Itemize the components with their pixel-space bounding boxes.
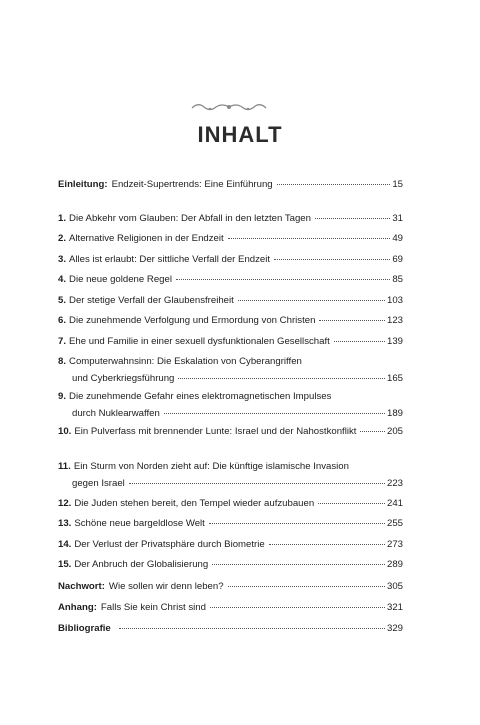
toc-entry-line bbox=[58, 423, 403, 440]
toc-entry[interactable] bbox=[58, 495, 403, 512]
dot-leader bbox=[164, 412, 385, 414]
toc-entry[interactable] bbox=[58, 353, 403, 387]
dot-leader bbox=[212, 563, 385, 565]
toc-entry-line bbox=[58, 536, 403, 553]
section-label: Einleitung: bbox=[58, 179, 108, 190]
entry-title: Die Abkehr vom Glauben: Der Abfall in den letzten Tagen bbox=[69, 213, 311, 224]
toc-entry[interactable] bbox=[58, 292, 403, 309]
dot-leader bbox=[209, 522, 385, 524]
dot-leader bbox=[228, 585, 385, 587]
chapter-number: 13. bbox=[58, 518, 72, 529]
toc-entry-line bbox=[58, 556, 403, 573]
entry-title: Ein Pulverfass mit brennender Lunte: Israel und der Nahostkonflikt bbox=[74, 426, 357, 437]
page-number: 165 bbox=[386, 373, 403, 384]
chapter-number: 14. bbox=[58, 539, 72, 550]
page-number: 223 bbox=[386, 478, 403, 489]
toc-entry-line bbox=[58, 271, 403, 288]
chapter-number: 9. bbox=[58, 391, 67, 402]
toc-entry[interactable] bbox=[58, 230, 403, 247]
chapter-number: 3. bbox=[58, 254, 67, 265]
chapter-number: 15. bbox=[58, 559, 72, 570]
toc-entry-line bbox=[58, 495, 403, 512]
toc-entry-line bbox=[58, 405, 403, 422]
entry-title: durch Nuklearwaffen bbox=[72, 408, 160, 419]
entry-title: Die zunehmende Verfolgung und Ermordung von Christen bbox=[69, 315, 316, 326]
toc-entry-line bbox=[58, 458, 403, 475]
toc-entry[interactable] bbox=[58, 536, 403, 553]
chapter-number: 7. bbox=[58, 336, 67, 347]
page-number: 255 bbox=[386, 518, 403, 529]
toc-entry-line bbox=[58, 176, 403, 193]
page-number: 15 bbox=[392, 179, 403, 190]
page-number: 49 bbox=[392, 233, 403, 244]
toc-entry-line bbox=[58, 599, 403, 616]
toc-entry[interactable] bbox=[58, 176, 403, 193]
toc-entry[interactable] bbox=[58, 423, 403, 440]
toc-entry-line bbox=[58, 333, 403, 350]
chapter-number: 5. bbox=[58, 295, 67, 306]
entry-title: Ein Sturm von Norden zieht auf: Die künftige islamische Invasion bbox=[73, 461, 349, 472]
toc-entry[interactable] bbox=[58, 515, 403, 532]
entry-title: Die Juden stehen bereit, den Tempel wieder aufzubauen bbox=[74, 498, 315, 509]
entry-title: Alles ist erlaubt: Der sittliche Verfall der Endzeit bbox=[69, 254, 271, 265]
page-number: 189 bbox=[386, 408, 403, 419]
entry-title: Computerwahnsinn: Die Eskalation von Cyberangriffen bbox=[69, 356, 302, 367]
chapter-number: 4. bbox=[58, 274, 67, 285]
page-number: 69 bbox=[392, 254, 403, 265]
dot-leader bbox=[315, 217, 390, 219]
entry-title: Der stetige Verfall der Glaubensfreiheit bbox=[69, 295, 234, 306]
dot-leader bbox=[277, 183, 391, 185]
chapter-number: 12. bbox=[58, 498, 72, 509]
toc-entry[interactable] bbox=[58, 620, 403, 637]
page-number: 241 bbox=[386, 498, 403, 509]
chapter-number: 2. bbox=[58, 233, 67, 244]
toc-entry[interactable] bbox=[58, 388, 403, 422]
entry-title: Ehe und Familie in einer sexuell dysfunktionalen Gesellschaft bbox=[69, 336, 330, 347]
page-number: 103 bbox=[386, 295, 403, 306]
toc-entry[interactable] bbox=[58, 556, 403, 573]
entry-title: Schöne neue bargeldlose Welt bbox=[74, 518, 205, 529]
toc-entry[interactable] bbox=[58, 271, 403, 288]
toc-entry-line bbox=[58, 210, 403, 227]
page-title: INHALT bbox=[197, 122, 283, 147]
page-number: 205 bbox=[386, 426, 403, 437]
dot-leader bbox=[129, 482, 385, 484]
page-number: 321 bbox=[386, 602, 403, 613]
page-number: 305 bbox=[386, 581, 403, 592]
entry-title: Der Verlust der Privatsphäre durch Biometrie bbox=[74, 539, 265, 550]
chapter-number: 6. bbox=[58, 315, 67, 326]
toc-entry[interactable] bbox=[58, 599, 403, 616]
chapter-number: 1. bbox=[58, 213, 67, 224]
dot-leader bbox=[238, 299, 385, 301]
chapter-number: 11. bbox=[58, 461, 71, 472]
entry-title: Alternative Religionen in der Endzeit bbox=[69, 233, 224, 244]
toc-entry-line bbox=[58, 578, 403, 595]
dot-leader bbox=[269, 543, 385, 545]
dot-leader bbox=[334, 340, 385, 342]
toc-entry-line bbox=[58, 251, 403, 268]
toc-entry-line bbox=[58, 292, 403, 309]
page-number: 123 bbox=[386, 315, 403, 326]
toc-entry-line bbox=[58, 388, 403, 405]
toc-entry[interactable] bbox=[58, 251, 403, 268]
ornament-icon bbox=[190, 100, 268, 114]
toc-entry-line bbox=[58, 230, 403, 247]
page-number: 289 bbox=[386, 559, 403, 570]
dot-leader bbox=[319, 319, 385, 321]
toc-entry[interactable] bbox=[58, 333, 403, 350]
dot-leader bbox=[318, 502, 385, 504]
dot-leader bbox=[274, 258, 390, 260]
entry-title: Die neue goldene Regel bbox=[69, 274, 172, 285]
entry-title: gegen Israel bbox=[72, 478, 125, 489]
dot-leader bbox=[228, 237, 391, 239]
entry-title: Falls Sie kein Christ sind bbox=[100, 602, 206, 613]
toc-entry-line bbox=[58, 475, 403, 492]
toc-entry[interactable] bbox=[58, 312, 403, 329]
toc-entry-line bbox=[58, 620, 403, 637]
section-label: Bibliografie bbox=[58, 623, 111, 634]
page-number: 85 bbox=[392, 274, 403, 285]
dot-leader bbox=[176, 278, 390, 280]
toc-entry-line bbox=[58, 312, 403, 329]
entry-title: Wie sollen wir denn leben? bbox=[108, 581, 224, 592]
page-number: 139 bbox=[386, 336, 403, 347]
page-number: 273 bbox=[386, 539, 403, 550]
dot-leader bbox=[119, 627, 385, 629]
toc-entry[interactable] bbox=[58, 458, 403, 492]
dot-leader bbox=[210, 606, 385, 608]
page-number: 329 bbox=[386, 623, 403, 634]
dot-leader bbox=[360, 430, 385, 432]
chapter-number: 8. bbox=[58, 356, 67, 367]
section-label: Nachwort: bbox=[58, 581, 105, 592]
entry-title: Die zunehmende Gefahr eines elektromagnetischen Impulses bbox=[69, 391, 332, 402]
toc-entry-line bbox=[58, 370, 403, 387]
entry-title: und Cyberkriegsführung bbox=[72, 373, 175, 384]
section-label: Anhang: bbox=[58, 602, 97, 613]
toc-entry-line bbox=[58, 515, 403, 532]
toc-entry-line bbox=[58, 353, 403, 370]
dot-leader bbox=[178, 377, 385, 379]
toc-entry[interactable] bbox=[58, 210, 403, 227]
entry-title: Der Anbruch der Globalisierung bbox=[74, 559, 209, 570]
chapter-number: 10. bbox=[58, 426, 72, 437]
entry-title: Endzeit-Supertrends: Eine Einführung bbox=[111, 179, 273, 190]
toc-entry[interactable] bbox=[58, 578, 403, 595]
page-number: 31 bbox=[392, 213, 403, 224]
